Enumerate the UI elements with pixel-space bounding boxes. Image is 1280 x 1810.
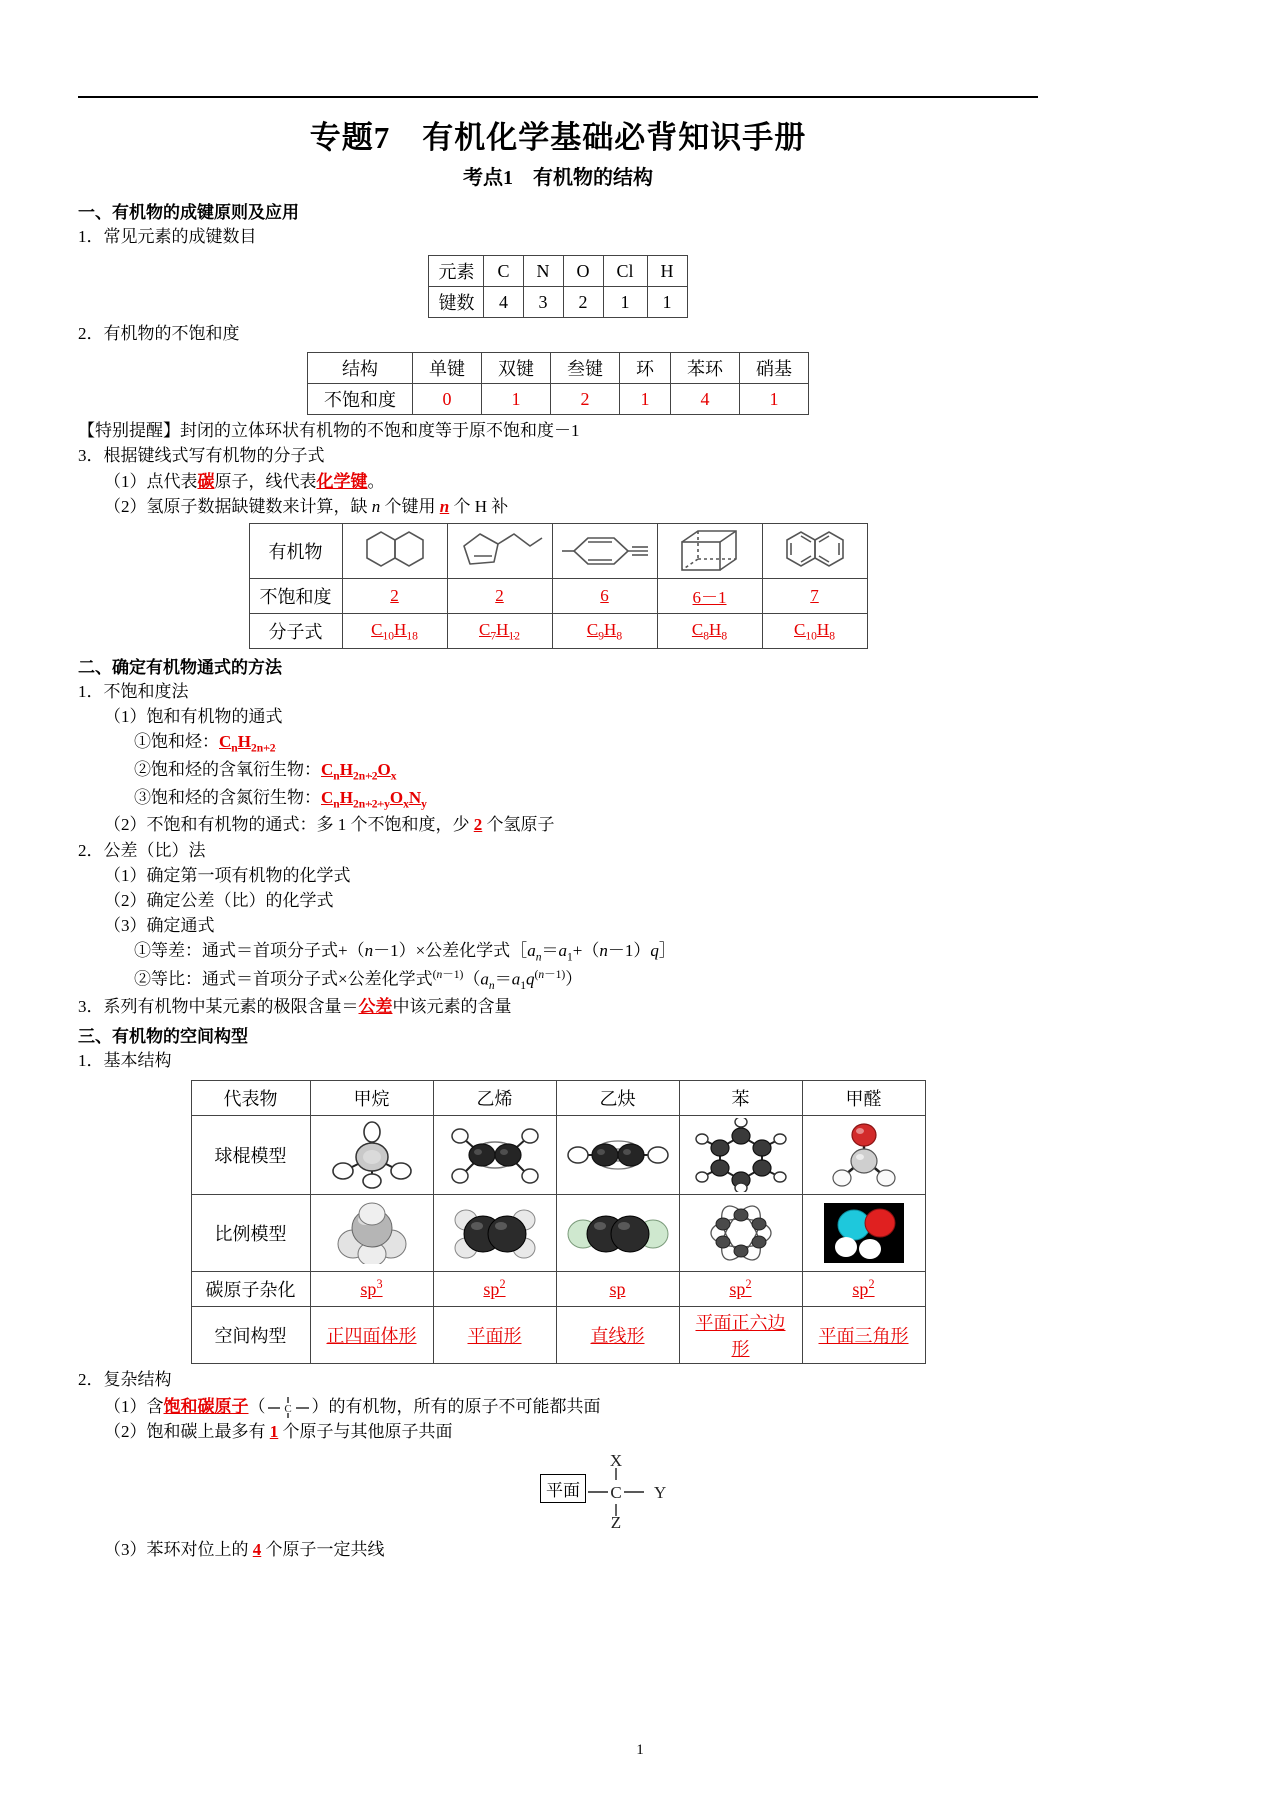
bond-count-c: 4 (484, 287, 523, 318)
hybridization-ethyne (556, 1271, 679, 1306)
structure-nitro: 硝基 (740, 353, 809, 384)
arithmetic-series-line: ①等差：通式＝首项分子式+（n－1）×公差化学式$[a_n=a_1+(n-1)q]$ (134, 941, 676, 964)
compound-methane: 甲烷 (310, 1080, 433, 1115)
page-number: 1 (636, 1742, 644, 1758)
item-2-2-red: 1 (269, 1421, 279, 1441)
section-1-item-1: 1．常见元素的成键数目 (78, 227, 257, 246)
row-label-bond-count: 键数 (429, 287, 484, 318)
section-3-item-2-2 (78, 1420, 1038, 1444)
geometry-formaldehyde: 平面三角形 (802, 1306, 925, 1363)
degree-phenylacetylene: 6 (552, 578, 657, 613)
naphthalene-skeletal-icon (775, 526, 855, 576)
table-row (308, 353, 809, 384)
structure-ring: 环 (620, 353, 671, 384)
degree-cyclopentane: 2 (447, 578, 552, 613)
ethyne-ball-stick-icon (563, 1119, 673, 1191)
section-3-item-2-3 (78, 1538, 1038, 1562)
ball-stick-ethene (433, 1115, 556, 1194)
item-3-2-mid: 个键用 (380, 496, 440, 516)
item-2-3-prefix: （3）苯环对位上的 (104, 1539, 253, 1559)
bond-count-o: 2 (563, 287, 603, 318)
benzene-space-filling-icon (686, 1201, 796, 1265)
atom-c-count: 10 (382, 628, 395, 642)
svg-text:C: C (283, 1402, 292, 1415)
structure-benzene-ring: 苯环 (671, 353, 740, 384)
hybrid-base: sp (360, 1279, 377, 1300)
item-3-suffix: 中该元素的含量 (392, 997, 512, 1017)
geometry-ethyne: 直线形 (556, 1306, 679, 1363)
atom-h-count: 8 (721, 628, 728, 642)
section-3-heading: 三、有机物的空间构型 (78, 1027, 248, 1047)
row-label-ball-stick: 球棍模型 (191, 1115, 310, 1194)
bond-count-n: 3 (523, 287, 563, 318)
item-2-2-prefix: （2）饱和碳上最多有 (104, 1421, 270, 1441)
table-row (191, 1115, 925, 1194)
degree-naphthalene: 7 (762, 578, 867, 613)
space-filling-methane (310, 1194, 433, 1271)
cubane-skeletal-icon (674, 526, 746, 576)
section-2-item-2-2: （2）确定公差（比）的化学式 (104, 890, 334, 910)
hybridization-ethene (433, 1271, 556, 1306)
benzene-ball-stick-icon (686, 1118, 796, 1192)
atom-h: H (709, 619, 722, 639)
structure-triple-bond: 叁键 (551, 353, 620, 384)
atom-h-count: 8 (829, 628, 835, 642)
item-3-1-red-bond: 化学键 (316, 471, 368, 491)
atom-c: C (479, 619, 491, 639)
item-3-1-mid: 原子，线代表 (214, 471, 317, 491)
atom-c-count: 10 (805, 628, 817, 642)
formula-decalin (342, 613, 447, 648)
cyclopentane-propyl-skeletal-icon (454, 526, 546, 576)
section-2-item-2: 2．公差（比）法 (78, 840, 206, 860)
degree-single-bond: 0 (413, 384, 482, 415)
item-1-2-red: 2 (473, 815, 483, 835)
section-1-tip: 【特别提醒】封闭的立体环状有机物的不饱和度等于原不饱和度－1 (78, 421, 580, 441)
section-2-item-1: 1．不饱和度法 (78, 681, 189, 701)
item-3-prefix: 3．系列有机物中某元素的极限含量＝ (78, 997, 359, 1017)
element-c: C (484, 256, 523, 287)
row-label-degree: 不饱和度 (308, 384, 413, 415)
bond-count-h: 1 (647, 287, 687, 318)
item-3-2-prefix: （2）氢原子数据缺键数来计算，缺 (104, 496, 372, 516)
table-row (249, 578, 867, 613)
nitro-formula: $C_nH_{2n+2+y}O_xN_y$ (321, 787, 427, 810)
ball-stick-formaldehyde (802, 1115, 925, 1194)
table-row (308, 384, 809, 415)
row-label-degree: 不饱和度 (249, 578, 342, 613)
section-2-heading: 二、确定有机物通式的方法 (78, 657, 282, 677)
ball-stick-ethyne (556, 1115, 679, 1194)
section-1-item-3-1 (78, 470, 1038, 494)
degree-benzene-ring: 4 (671, 384, 740, 415)
geometry-ethene: 平面形 (433, 1306, 556, 1363)
section-3-item-1: 1．基本结构 (78, 1051, 172, 1071)
row-label-element: 元素 (429, 256, 484, 287)
table-row (191, 1306, 925, 1363)
geometric-series-line: ②等比：通式＝首项分子式×公差化学式$^{(n-1)}(a_n=a_1q^{(n-1)})$ (134, 967, 583, 992)
ball-stick-benzene (679, 1115, 802, 1194)
hybrid-exp: 3 (376, 1277, 383, 1292)
atom-h: H (816, 619, 830, 639)
page-content (78, 96, 1038, 1563)
ball-stick-methane (310, 1115, 433, 1194)
table-row (429, 287, 687, 318)
item-2-1-prefix: （1）含 (104, 1396, 164, 1416)
table-row (191, 1194, 925, 1271)
item-3-2-suffix: 个 H 补 (449, 496, 509, 516)
methane-ball-stick-icon (317, 1119, 427, 1191)
elements-table-wrapper (78, 255, 1038, 318)
section-3-item-2-1 (78, 1393, 1038, 1419)
sat-hydrocarbon-line (78, 730, 1038, 757)
plane-box-label: 平面 (540, 1474, 586, 1503)
sat-hydrocarbon-formula: $C_nH_{2n+2}$ (219, 732, 276, 755)
space-filling-ethyne (556, 1194, 679, 1271)
formula-cyclopentane (447, 613, 552, 648)
item-3-1-red-carbon: 碳 (197, 471, 215, 491)
degree-double-bond: 1 (482, 384, 551, 415)
section-2-item-2-1: （1）确定第一项有机物的化学式 (104, 865, 351, 885)
compound-benzene: 苯 (679, 1080, 802, 1115)
degree-ring: 1 (620, 384, 671, 415)
sat-hydrocarbon-label: ①饱和烃： (134, 732, 219, 751)
compound-formaldehyde: 甲醛 (802, 1080, 925, 1115)
hybrid-exp: 2 (499, 1277, 506, 1292)
structure-phenylacetylene (552, 523, 657, 578)
space-filling-benzene (679, 1194, 802, 1271)
hybridization-formaldehyde (802, 1271, 925, 1306)
item-2-1-red: 饱和碳原子 (163, 1396, 249, 1416)
section-2-item-1-1: （1）饱和有机物的通式 (104, 706, 283, 726)
plane-carbon-diagram-icon (586, 1454, 706, 1530)
row-label-geometry: 空间构型 (191, 1306, 310, 1363)
atom-h: H (394, 619, 407, 639)
bond-count-cl: 1 (603, 287, 647, 318)
hybridization-methane (310, 1271, 433, 1306)
atom-h-count: 12 (508, 628, 520, 642)
row-label-space-filling: 比例模型 (191, 1194, 310, 1271)
plane-diagram-wrapper (78, 1454, 1038, 1530)
nitro-label: ③饱和烃的含氮衍生物： (134, 787, 321, 807)
structure-decalin (342, 523, 447, 578)
item-2-1-mid2: ）的有机物，所有的原子不可能都共面 (311, 1396, 601, 1416)
section-1-item-3-2 (78, 495, 1038, 519)
model-table-wrapper (78, 1080, 1038, 1364)
item-3-1-prefix: （1）点代表 (104, 471, 198, 491)
oxy-derivative-line (78, 758, 1038, 785)
hybrid-base: sp (729, 1279, 746, 1300)
table-row (249, 523, 867, 578)
page-subtitle: 考点1 有机物的结构 (463, 167, 653, 189)
methane-space-filling-icon (317, 1202, 427, 1264)
unsaturation-degree-table (307, 352, 809, 415)
section-3-item-2: 2．复杂结构 (78, 1369, 172, 1389)
structure-naphthalene (762, 523, 867, 578)
ethyne-space-filling-icon (563, 1202, 673, 1264)
table-row (191, 1080, 925, 1115)
structure-double-bond: 双键 (482, 353, 551, 384)
structure-cubane (657, 523, 762, 578)
formula-phenylacetylene (552, 613, 657, 648)
item-2-3-red: 4 (252, 1539, 262, 1559)
formaldehyde-space-filling-icon (810, 1203, 918, 1263)
oxy-label: ②饱和烃的含氧衍生物： (134, 759, 321, 779)
decalin-skeletal-icon (353, 526, 437, 576)
geometry-methane: 正四面体形 (310, 1306, 433, 1363)
row-label-hybridization: 碳原子杂化 (191, 1271, 310, 1306)
formula-table-wrapper (78, 523, 1038, 649)
atom-h-count: 18 (406, 628, 418, 642)
formaldehyde-ball-stick-icon (809, 1119, 919, 1191)
nitro-derivative-line (78, 786, 1038, 813)
ethene-space-filling-icon (440, 1202, 550, 1264)
item-2-1-mid: （ (248, 1396, 266, 1416)
atom-c-count: 9 (598, 628, 605, 642)
molecular-model-table (191, 1080, 926, 1364)
hybrid-base: sp (483, 1279, 500, 1300)
hybrid-base: sp (609, 1279, 626, 1300)
element-n: N (523, 256, 563, 287)
table-row (429, 256, 687, 287)
diagram-label-c: C (610, 1482, 622, 1502)
diagram-label-y: Y (654, 1482, 667, 1502)
element-h: H (647, 256, 687, 287)
hybridization-benzene (679, 1271, 802, 1306)
element-o: O (563, 256, 603, 287)
phenylacetylene-skeletal-icon (558, 526, 652, 576)
item-1-2-prefix: （2）不饱和有机物的通式：多 1 个不饱和度，少 (104, 815, 474, 835)
item-2-3-suffix: 个原子一定共线 (261, 1539, 385, 1559)
hybrid-exp: 2 (868, 1277, 875, 1292)
compound-ethyne: 乙炔 (556, 1080, 679, 1115)
row-label-organic: 有机物 (249, 523, 342, 578)
element-cl: Cl (603, 256, 647, 287)
row-label-molecular-formula: 分子式 (249, 613, 342, 648)
table-row (191, 1271, 925, 1306)
space-filling-ethene (433, 1194, 556, 1271)
row-label-representative: 代表物 (191, 1080, 310, 1115)
table-row (249, 613, 867, 648)
formula-cubane (657, 613, 762, 648)
item-3-2-n2-red: n (439, 496, 450, 516)
geometry-benzene: 平面正六边形 (679, 1306, 802, 1363)
saturated-carbon-fragment-icon (266, 1393, 312, 1419)
section-2-item-1-2 (78, 813, 1038, 837)
atom-h-count: 8 (616, 628, 623, 642)
diagram-label-z: Z (610, 1512, 622, 1530)
diagram-label-x: X (609, 1453, 623, 1470)
oxy-formula: $C_nH_{2n+2}O_x$ (321, 759, 397, 783)
ethene-ball-stick-icon (440, 1119, 550, 1191)
header-rule (78, 96, 1038, 98)
atom-c: C (371, 619, 383, 639)
item-3-1-suffix: 。 (367, 471, 385, 491)
atom-c: C (794, 619, 806, 639)
item-3-red: 公差 (358, 997, 393, 1017)
item-1-2-suffix: 个氢原子 (482, 815, 555, 835)
section-1-heading: 一、有机物的成键原则及应用 (78, 203, 299, 222)
degree-decalin: 2 (342, 578, 447, 613)
section-2-item-2-3: （3）确定通式 (104, 915, 215, 935)
item-2-2-suffix: 个原子与其他原子共面 (278, 1421, 453, 1441)
atom-h: H (496, 619, 509, 639)
atom-c: C (586, 619, 599, 639)
atom-c-count: 8 (703, 628, 710, 642)
atom-h: H (604, 619, 617, 639)
hybrid-exp: 2 (745, 1277, 752, 1292)
elements-bond-count-table (428, 255, 687, 318)
atom-c-count: 7 (490, 628, 497, 642)
item-3-2-n1: n (371, 496, 381, 516)
page-title: 专题7 有机化学基础必背知识手册 (309, 120, 807, 155)
atom-c: C (691, 619, 704, 639)
structure-methylcyclopentane-chain (447, 523, 552, 578)
structure-single-bond: 单键 (413, 353, 482, 384)
compound-ethene: 乙烯 (433, 1080, 556, 1115)
space-filling-formaldehyde (802, 1194, 925, 1271)
unsat-table-wrapper (78, 352, 1038, 415)
degree-cubane: 6－1 (657, 578, 762, 613)
section-1-item-3: 3．根据键线式写有机物的分子式 (78, 446, 325, 466)
hybrid-base: sp (852, 1279, 869, 1300)
degree-triple-bond: 2 (551, 384, 620, 415)
row-label-structure: 结构 (308, 353, 413, 384)
skeletal-formula-table (249, 523, 868, 649)
section-1-item-2: 2．有机物的不饱和度 (78, 324, 240, 344)
degree-nitro: 1 (740, 384, 809, 415)
formula-naphthalene (762, 613, 867, 648)
section-2-item-3 (78, 995, 1038, 1019)
